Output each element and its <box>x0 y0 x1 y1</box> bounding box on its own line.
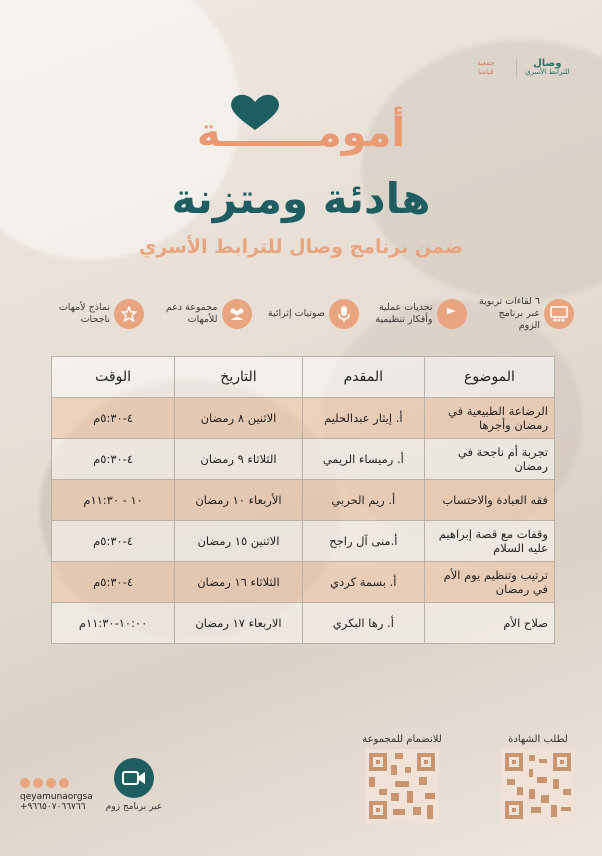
title-calm-balanced: هادئة ومتزنة <box>171 174 431 223</box>
cell-time: ٤-٥:٣٠م <box>52 562 175 603</box>
cell-presenter: أ.منى آل راجح <box>302 521 424 562</box>
feature-challenges: تحديات عملية وأفكار تنظيمية <box>371 296 467 332</box>
cell-topic: وقفات مع قصة إبراهيم عليه السلام <box>424 521 554 562</box>
cell-topic: صلاح الأم <box>424 603 554 644</box>
cell-time: ٤-٥:٣٠م <box>52 439 175 480</box>
zoom-block <box>100 758 168 812</box>
schedule-table <box>51 356 555 644</box>
twitter-icon[interactable] <box>59 778 69 788</box>
title-motherhood: أمومـــــــة <box>196 110 406 156</box>
social-handle: qeyamunaorgsa <box>20 792 93 802</box>
certificate-qr-label: لطلب الشهادة <box>508 734 568 745</box>
feature-role-models: نماذج لأمهات ناجحات <box>48 296 144 332</box>
cell-presenter: أ. إيثار عبدالحليم <box>302 398 424 439</box>
table-row <box>52 480 555 521</box>
header-presenter: المقدم <box>302 357 424 398</box>
header-date: التاريخ <box>175 357 303 398</box>
video-camera-icon <box>114 758 154 798</box>
cell-presenter: أ. رها البكري <box>302 603 424 644</box>
header-topic: الموضوع <box>424 357 554 398</box>
star-icon <box>114 299 144 329</box>
group-qr-code[interactable] <box>365 749 439 823</box>
feature-audio: صوتيات إثرائية <box>263 296 359 332</box>
table-row <box>52 439 555 480</box>
cell-date: الاثنين ١٥ رمضان <box>175 521 303 562</box>
certificate-qr-block <box>498 734 578 823</box>
cell-presenter: أ. بسمة كردي <box>302 562 424 603</box>
group-qr-label: للانضمام للمجموعة <box>362 734 442 745</box>
table-row <box>52 398 555 439</box>
table-header-row <box>52 357 555 398</box>
cell-date: الاثنين ٨ رمضان <box>175 398 303 439</box>
cell-date: الثلاثاء ٩ رمضان <box>175 439 303 480</box>
zoom-label: عبر برنامج زوم <box>105 802 163 812</box>
cell-date: الاربعاء ١٧ رمضان <box>175 603 303 644</box>
header-time: الوقت <box>52 357 175 398</box>
logos <box>462 46 574 90</box>
cell-time: ١٠ - ١١:٣٠م <box>52 480 175 521</box>
contact-block <box>20 778 100 812</box>
table-row <box>52 603 555 644</box>
meetings-icon <box>544 299 574 329</box>
facebook-icon[interactable] <box>33 778 43 788</box>
support-group-icon <box>222 299 252 329</box>
cell-topic: تجربة أم ناجحة في رمضان <box>424 439 554 480</box>
cell-time: ٤-٥:٣٠م <box>52 521 175 562</box>
cell-topic: فقه العبادة والاحتساب <box>424 480 554 521</box>
social-icons <box>20 778 100 788</box>
wesal-logo: وصال للترابط الأسري <box>516 59 574 77</box>
instagram-icon[interactable] <box>46 778 56 788</box>
cell-topic: الرضاعة الطبيعية في رمضان وأجرها <box>424 398 554 439</box>
cell-topic: ترتيب وتنظيم يوم الأم في رمضان <box>424 562 554 603</box>
microphone-icon <box>329 299 359 329</box>
phone-number: +٩٦٦٥٠٧٠٦٦٧٦٦ <box>20 802 86 812</box>
table-row <box>52 521 555 562</box>
cell-date: الثلاثاء ١٦ رمضان <box>175 562 303 603</box>
cell-date: الأربعاء ١٠ رمضان <box>175 480 303 521</box>
snapchat-icon[interactable] <box>20 778 30 788</box>
features-row <box>48 296 574 332</box>
challenge-icon <box>437 299 467 329</box>
subtitle: ضمن برنامج وصال للترابط الأسري <box>138 236 464 258</box>
feature-meetings: ٦ لقاءات تربوية عبر برنامج الزوم <box>478 296 574 332</box>
cell-presenter: أ. ريم الحربي <box>302 480 424 521</box>
association-logo: جمعية قيامنا <box>476 59 495 76</box>
cell-presenter: أ. رميساء الريمي <box>302 439 424 480</box>
certificate-qr-code[interactable] <box>501 749 575 823</box>
feature-support-group: مجموعة دعم للأمهات <box>156 296 252 332</box>
cell-time: ١٠:٠٠-١١:٣٠م <box>52 603 175 644</box>
group-qr-block <box>362 734 442 823</box>
table-row <box>52 562 555 603</box>
cell-time: ٤-٥:٣٠م <box>52 398 175 439</box>
